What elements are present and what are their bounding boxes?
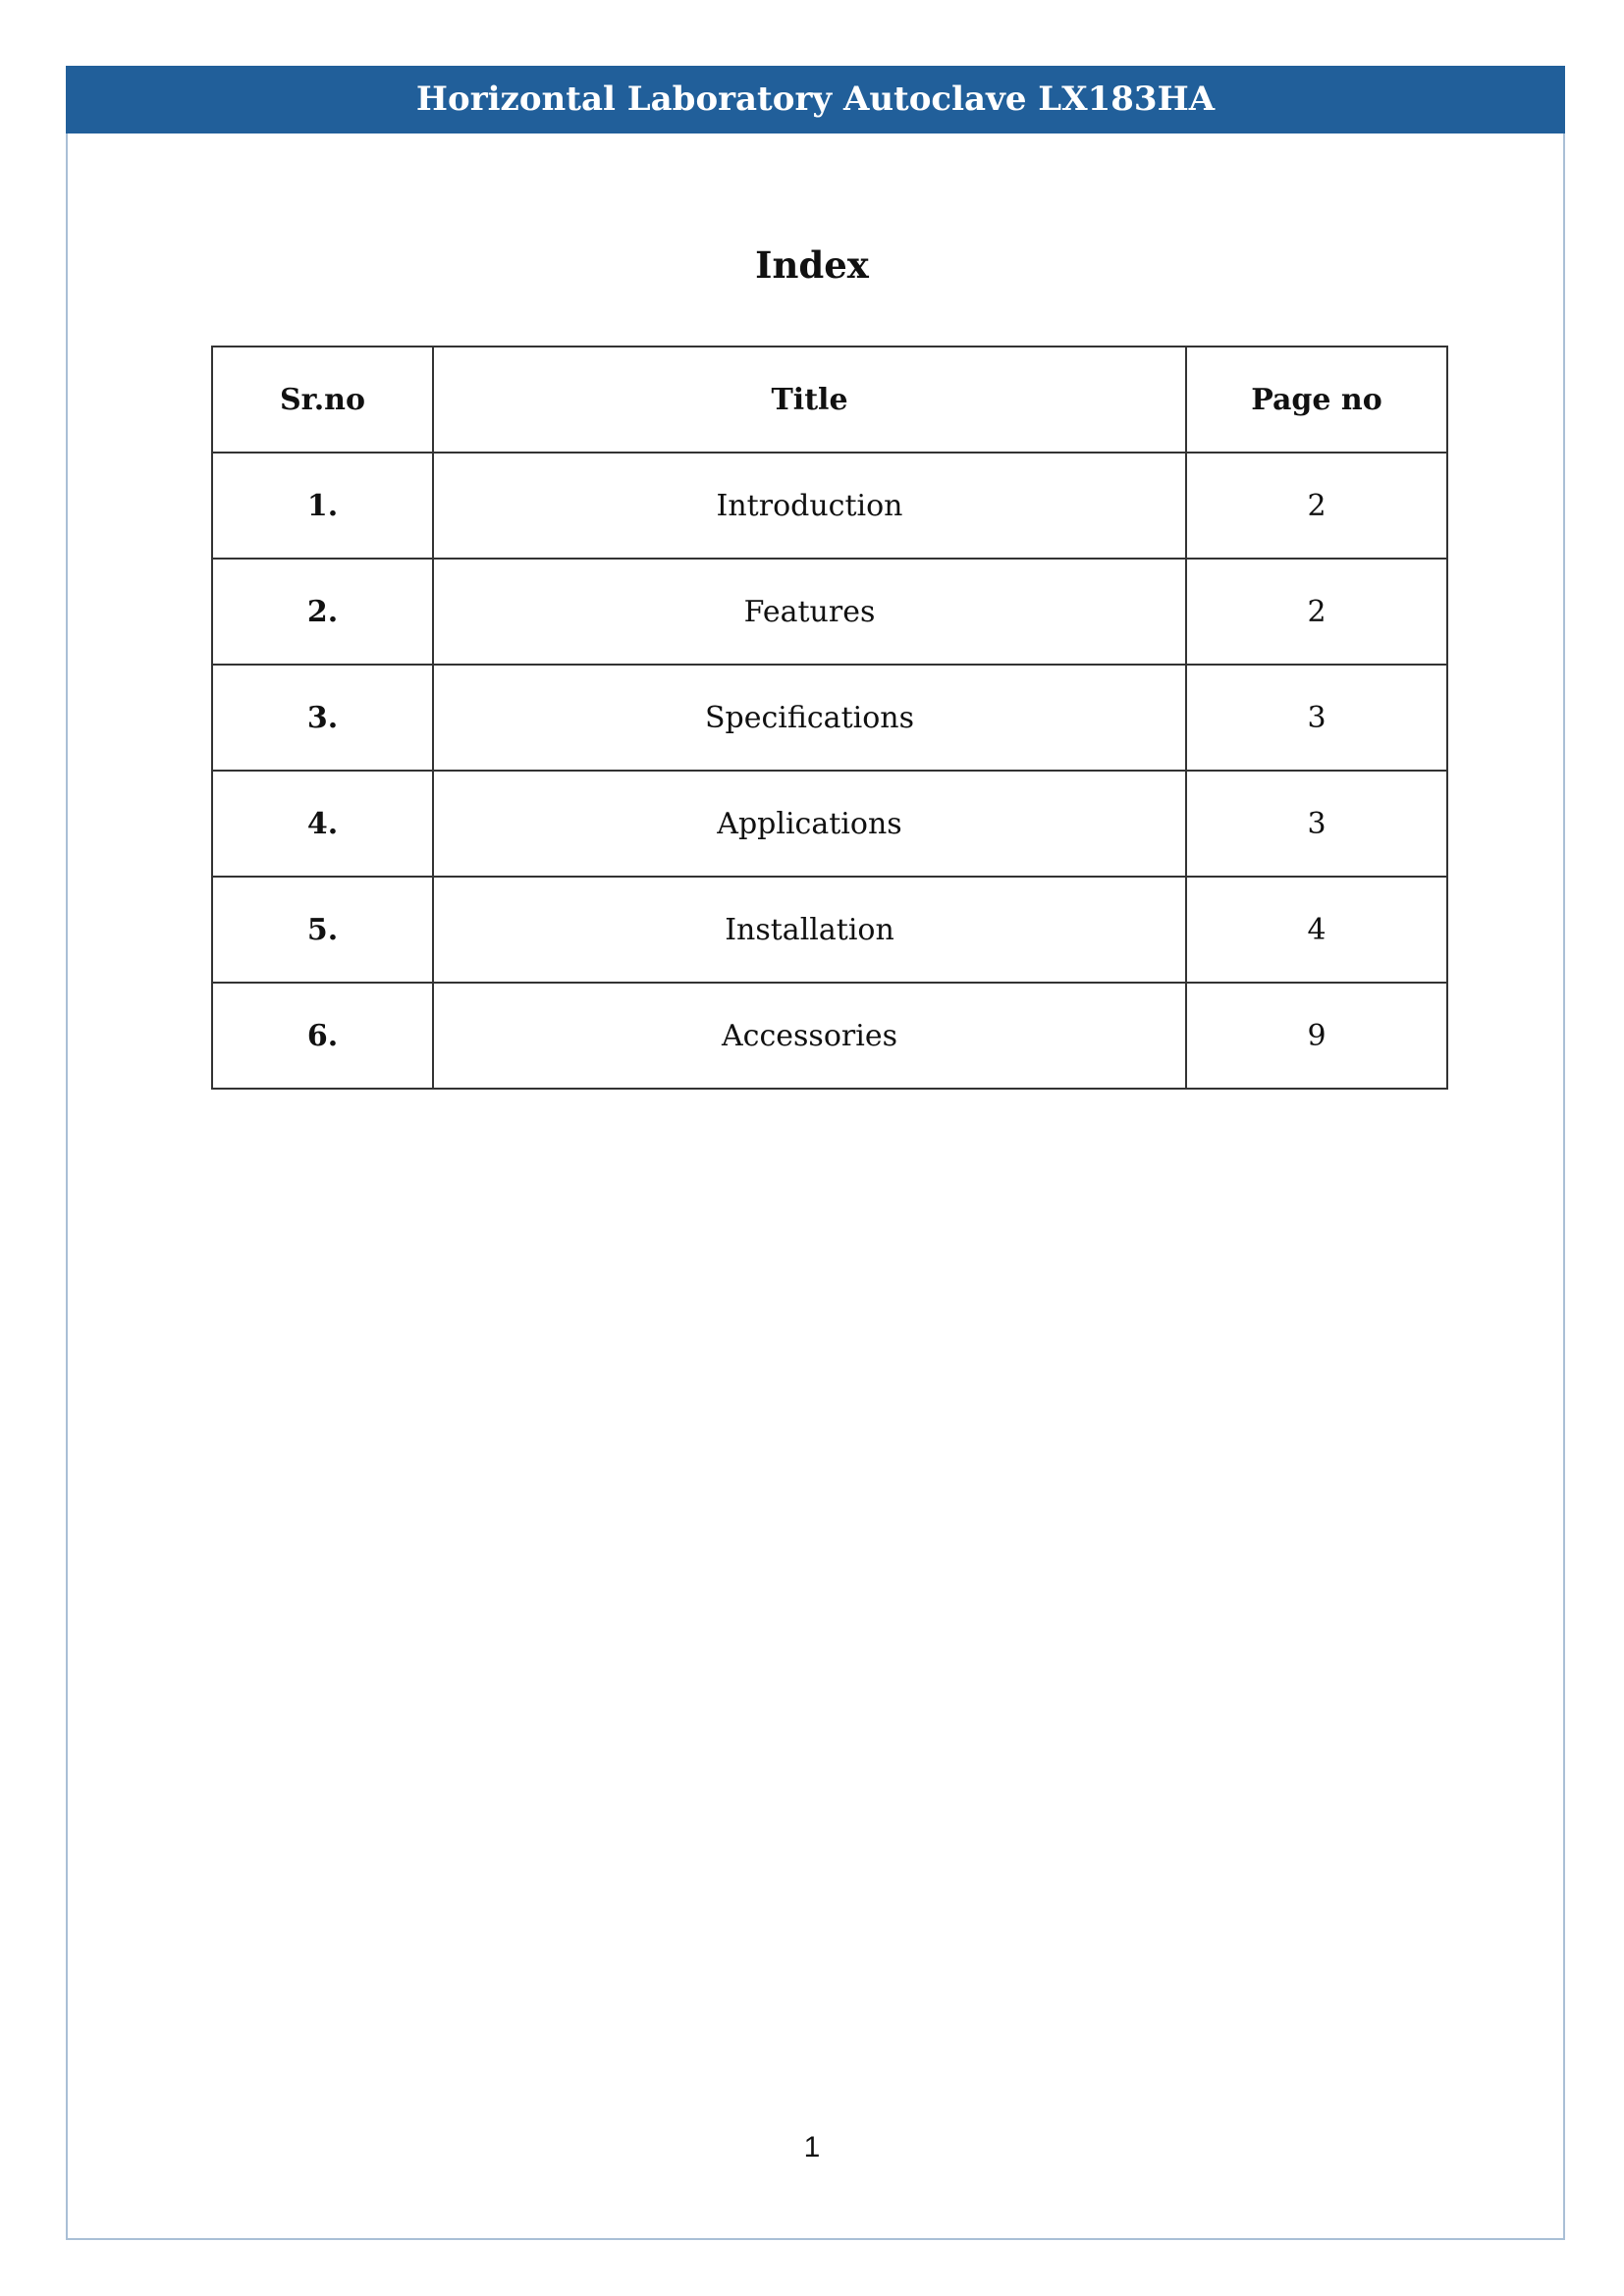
row-title: Specifications <box>433 665 1186 771</box>
column-header-title: Title <box>433 347 1186 453</box>
row-page: 3 <box>1186 665 1447 771</box>
row-page: 3 <box>1186 771 1447 877</box>
table-row <box>212 877 1447 983</box>
row-title: Introduction <box>433 453 1186 559</box>
row-srno: 3. <box>212 665 433 771</box>
row-srno: 1. <box>212 453 433 559</box>
column-header-srno: Sr.no <box>212 347 433 453</box>
row-srno: 6. <box>212 983 433 1089</box>
row-page: 4 <box>1186 877 1447 983</box>
table-header-row <box>212 347 1447 453</box>
table-row <box>212 983 1447 1089</box>
row-page: 9 <box>1186 983 1447 1089</box>
index-heading: Index <box>755 243 869 287</box>
row-srno: 4. <box>212 771 433 877</box>
row-srno: 2. <box>212 559 433 665</box>
row-title: Applications <box>433 771 1186 877</box>
row-title: Installation <box>433 877 1186 983</box>
table-row <box>212 665 1447 771</box>
row-page: 2 <box>1186 559 1447 665</box>
page-number: 1 <box>803 2131 821 2163</box>
row-srno: 5. <box>212 877 433 983</box>
row-page: 2 <box>1186 453 1447 559</box>
index-table <box>211 346 1448 1090</box>
table-row <box>212 453 1447 559</box>
document-header: Horizontal Laboratory Autoclave LX183HA <box>66 66 1565 133</box>
row-title: Accessories <box>433 983 1186 1089</box>
column-header-page: Page no <box>1186 347 1447 453</box>
row-title: Features <box>433 559 1186 665</box>
table-row <box>212 771 1447 877</box>
table-row <box>212 559 1447 665</box>
